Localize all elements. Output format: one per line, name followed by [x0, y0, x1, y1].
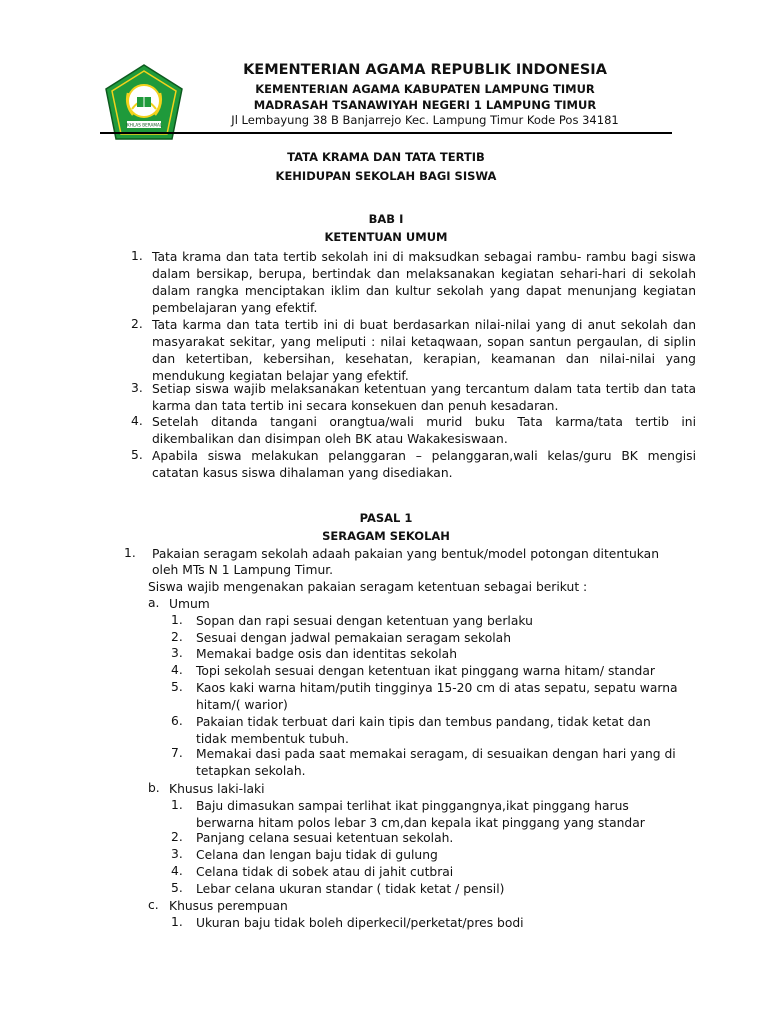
list-item-number: 2. [131, 317, 143, 331]
list-item-number: 2. [171, 830, 183, 844]
list-item: Memakai dasi pada saat memakai seragam, di sesuaikan dengan hari yang di tetapkan sekolah. [196, 747, 676, 778]
list-item: Setelah ditanda tangani orangtua/wali murid buku Tata karma/tata tertib ini dikembalikan dan disimpan oleh BK atau Wakakesiswaan. [152, 415, 696, 446]
list-item: Setiap siswa wajib melaksanakan ketentuan yang tercantum dalam tata tertib dan tata karma dan tata tertib ini secara konsekuen dan penuh kesadaran. [152, 382, 696, 413]
uniform-intro: Siswa wajib mengenakan pakaian seragam ketentuan sebagai berikut : [148, 580, 588, 594]
list-item-number: 5. [171, 881, 183, 895]
list-item: Celana dan lengan baju tidak di gulung [196, 848, 438, 862]
section-letter: a. [148, 596, 160, 610]
uniform-definition-line1: Pakaian seragam sekolah adaah pakaian yang bentuk/model potongan ditentukan [152, 547, 659, 561]
list-item-number: 4. [171, 864, 183, 878]
uniform-definition-line2: oleh MTs N 1 Lampung Timur. [152, 563, 334, 577]
list-item-number: 3. [131, 381, 143, 395]
list-item: Celana tidak di sobek atau di jahit cutbrai [196, 865, 454, 879]
list-item-number: 1. [171, 798, 183, 812]
list-item-number: 1. [131, 249, 143, 263]
list-item-number: 7. [171, 746, 183, 760]
header-divider [100, 132, 672, 134]
list-item-number: 4. [131, 414, 143, 428]
list-item: Sopan dan rapi sesuai dengan ketentuan yang berlaku [196, 614, 533, 628]
list-item-number: 5. [171, 680, 183, 694]
article-heading: PASAL 1 [359, 511, 413, 525]
header-regency-office: KEMENTERIAN AGAMA KABUPATEN LAMPUNG TIMUR [255, 82, 595, 96]
list-item-number: 1. [171, 915, 183, 929]
list-item: Kaos kaki warna hitam/putih tingginya 15-20 cm di atas sepatu, sepatu warna hitam/( warior) [196, 681, 678, 712]
list-item-number: 1. [124, 546, 136, 560]
list-item-number: 3. [171, 847, 183, 861]
list-item-number: 4. [171, 663, 183, 677]
logo-motto: IKHLAS BERAMAL [125, 122, 163, 128]
document-title: TATA KRAMA DAN TATA TERTIB [287, 150, 485, 164]
list-item-number: 1. [171, 613, 183, 627]
section-letter: c. [148, 898, 159, 912]
list-item: Memakai badge osis dan identitas sekolah [196, 647, 458, 661]
list-item-number: 3. [171, 646, 183, 660]
list-item: Lebar celana ukuran standar ( tidak ketat / pensil) [196, 882, 505, 896]
section-label-male: Khusus laki-laki [169, 782, 265, 796]
list-item: Pakaian tidak terbuat dari kain tipis dan tembus pandang, tidak ketat dan tidak membentuk tubuh. [196, 715, 651, 746]
section-label-female: Khusus perempuan [169, 899, 288, 913]
list-item: Baju dimasukan sampai terlihat ikat pinggangnya,ikat pinggang harus berwarna hitam polos lebar 3 cm,dan kepala ikat pinggang yang standar [196, 799, 645, 830]
article-subheading: SERAGAM SEKOLAH [322, 529, 450, 543]
list-item: Panjang celana sesuai ketentuan sekolah. [196, 831, 454, 845]
section-letter: b. [148, 781, 160, 795]
section-label-general: Umum [169, 597, 210, 611]
list-item: Tata karma dan tata tertib ini di buat berdasarkan nilai-nilai yang di anut sekolah dan masyarakat sekitar, yang meliputi : nilai ketaqwaan, sopan santun pergaulan, di siplin dan ketertiban, kebersihan, kesehatan, kerapian, keamanan dan nilai-nilai yang mendukung kegiatan belajar yang efektif. [152, 318, 696, 383]
chapter-subheading: KETENTUAN UMUM [324, 230, 448, 244]
list-item: Topi sekolah sesuai dengan ketentuan ikat pinggang warna hitam/ standar [196, 664, 655, 678]
list-item: Tata krama dan tata tertib sekolah ini di maksudkan sebagai rambu- rambu bagi siswa dalam bersikap, berupa, bertindak dan melaksanakan kegiatan sehari-hari di sekolah dalam rangka menciptakan iklim dan kultur sekolah yang dapat menunjang kegiatan pembelajaran yang efektif. [152, 250, 696, 315]
chapter-heading: BAB I [368, 212, 404, 226]
list-item: Sesuai dengan jadwal pemakaian seragam sekolah [196, 631, 512, 645]
list-item-number: 2. [171, 630, 183, 644]
list-item: Ukuran baju tidak boleh diperkecil/perketat/pres bodi [196, 916, 524, 930]
list-item-number: 6. [171, 714, 183, 728]
list-item-number: 5. [131, 448, 143, 462]
document-subtitle: KEHIDUPAN SEKOLAH BAGI SISWA [275, 169, 497, 183]
list-item: Apabila siswa melakukan pelanggaran – pelanggaran,wali kelas/guru BK mengisi catatan kasus siswa dihalaman yang disediakan. [152, 449, 696, 480]
header-address: Jl Lembayung 38 B Banjarrejo Kec. Lampung Timur Kode Pos 34181 [231, 113, 619, 127]
header-ministry-title: KEMENTERIAN AGAMA REPUBLIK INDONESIA [243, 62, 607, 78]
header-school-name: MADRASAH TSANAWIYAH NEGERI 1 LAMPUNG TIMUR [253, 98, 597, 112]
